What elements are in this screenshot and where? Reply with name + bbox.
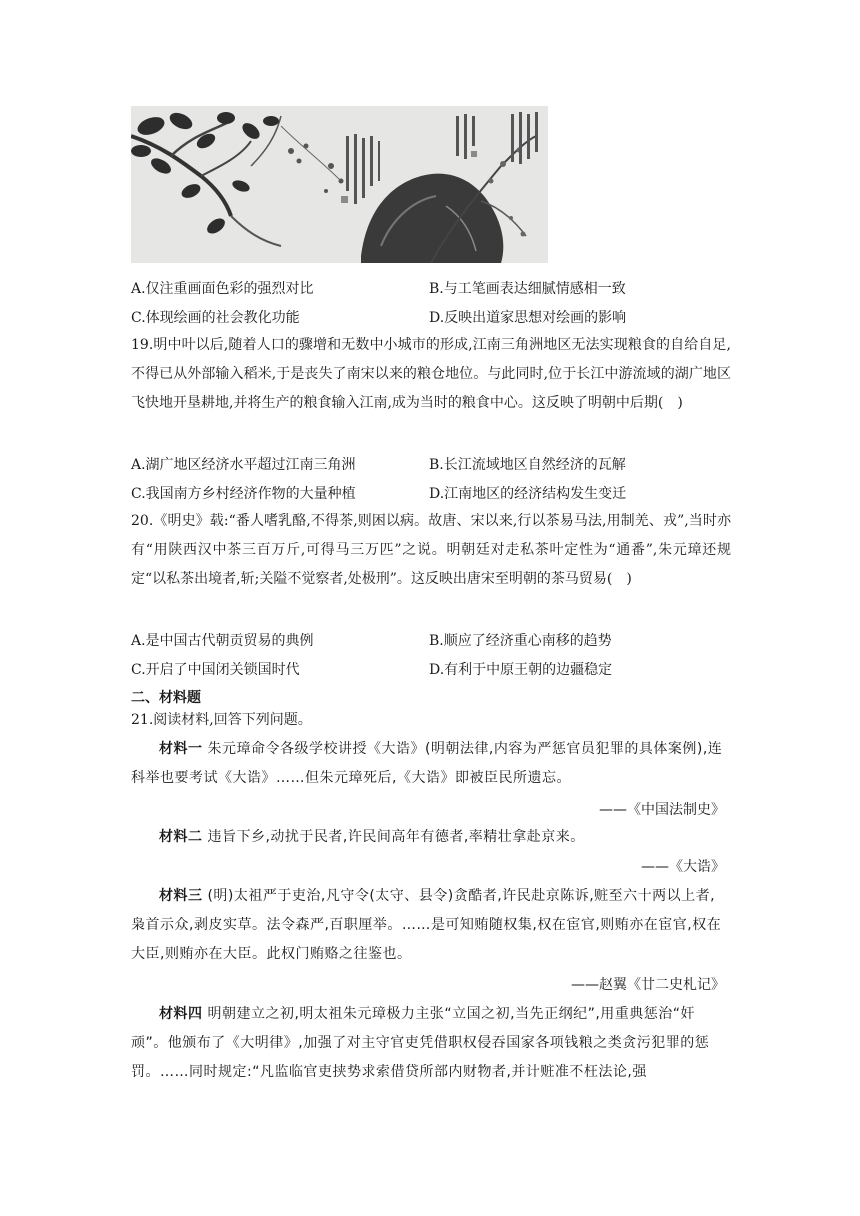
- q20-stem: 20.《明史》载:“番人嗜乳酪,不得茶,则困以病。故唐、宋以来,行以茶易马法,用制羌、戎”,当时亦有“用陕西汉中茶三百万斤,可得马三万匹”之说。明朝廷对走私茶叶定性为“通番”,朱元璋还规定“以私茶出境者,斩;关隘不觉察者,处极刑”。这反映出唐宋至明朝的茶马贸易( ): [131, 513, 731, 587]
- q19-option-a: A.湖广地区经济水平超过江南三角洲: [131, 457, 356, 473]
- q19-option-c: C.我国南方乡村经济作物的大量种植: [131, 486, 356, 502]
- q21-stem: 21.阅读材料,回答下列问题。: [131, 712, 312, 728]
- material-1-text: 朱元璋命令各级学校讲授《大诰》(明朝法律,内容为严惩官员犯罪的具体案例),连科举也要考试《大诰》……但朱元璋死后,《大诰》即被臣民所遗忘。: [131, 741, 723, 786]
- q19-stem: 19.明中叶以后,随着人口的骤增和无数中小城市的形成,江南三角洲地区无法实现粮食的自给自足,不得已从外部输入稻米,于是丧失了南宋以来的粮仓地位。与此同时,位于长江中游流域的湖广地区飞快地开垦耕地,并将生产的粮食输入江南,成为当时的粮食中心。这反映了明朝中后期( ): [131, 337, 731, 411]
- q20-option-d: D.有利于中原王朝的边疆稳定: [429, 662, 613, 678]
- q20-option-a: A.是中国古代朝贡贸易的典例: [131, 633, 314, 649]
- material-3-source: ——赵翼《廿二史札记》: [571, 977, 725, 993]
- q18-option-b: B.与工笔画表达细腻情感相一致: [429, 281, 626, 297]
- material-2: [131, 823, 727, 852]
- q18-option-c: C.体现绘画的社会教化功能: [131, 310, 300, 326]
- q18-option-d: D.反映出道家思想对绘画的影响: [429, 310, 627, 326]
- material-4: [131, 1000, 727, 1087]
- q20-option-b: B.顺应了经济重心南移的趋势: [429, 633, 612, 649]
- ink-painting-image: [131, 106, 548, 263]
- material-1-label: 材料一: [159, 741, 203, 757]
- material-2-text: 违旨下乡,动扰于民者,许民间高年有德者,率精壮拿赴京来。: [207, 829, 585, 845]
- q19-option-d: D.江南地区的经济结构发生变迁: [429, 486, 627, 502]
- material-2-label: 材料二: [159, 829, 203, 845]
- material-1: [131, 735, 727, 793]
- section-title: 二、材料题: [131, 690, 201, 706]
- material-3: [131, 882, 727, 969]
- material-4-text: 明朝建立之初,明太祖朱元璋极力主张“立国之初,当先正纲纪”,用重典惩治“奸顽”。他颁布了《大明律》,加强了对主守官吏凭借职权侵吞国家各项钱粮之类贪污犯罪的惩罚。……同时规定:“凡监临官吏挟势求索借贷所部内财物者,并计赃准不枉法论,强: [131, 1006, 710, 1080]
- material-2-source: ——《大诰》: [641, 859, 725, 875]
- q20-option-c: C.开启了中国闭关锁国时代: [131, 662, 300, 678]
- material-3-text: (明)太祖严于吏治,凡守令(太守、县令)贪酷者,许民赴京陈诉,赃至六十两以上者,枭首示众,剥皮实草。法令森严,百职厘举。……是可知贿随权集,权在宦官,则贿亦在宦官,权在大臣,则贿亦在大臣。此权门贿赂之往鉴也。: [131, 888, 722, 962]
- material-4-label: 材料四: [159, 1006, 203, 1022]
- material-1-source: ——《中国法制史》: [599, 802, 725, 818]
- material-3-label: 材料三: [159, 888, 203, 904]
- q19-option-b: B.长江流域地区自然经济的瓦解: [429, 457, 626, 473]
- q18-option-a: A.仅注重画面色彩的强烈对比: [131, 281, 314, 297]
